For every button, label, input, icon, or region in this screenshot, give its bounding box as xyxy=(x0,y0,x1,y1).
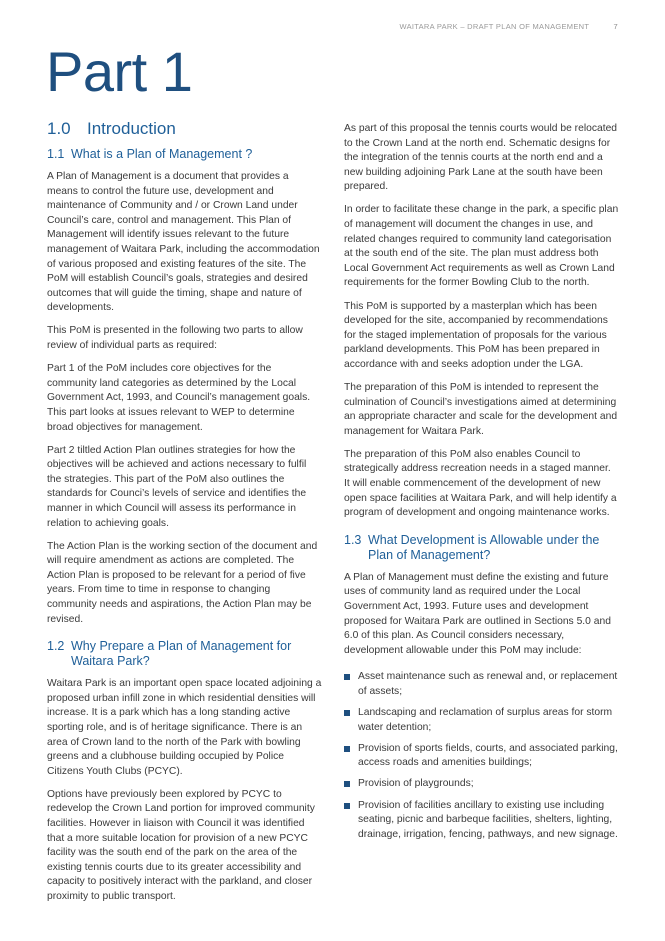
subsection-heading-1-3 xyxy=(344,533,619,563)
running-header xyxy=(399,22,618,31)
list-item-text: Provision of facilities ancillary to existing use including seating, picnic and barbeque facilities, shelters, lighting, drainage, irrigation, fencing, pathways, and new signage. xyxy=(358,799,618,840)
subsection-title: Why Prepare a Plan of Management for Waitara Park? xyxy=(71,639,292,669)
part-title: Part 1 xyxy=(46,40,193,103)
list-item-text: Provision of sports fields, courts, and associated parking, access roads and amenities buildings; xyxy=(358,742,618,769)
subsection-number: 1.3 xyxy=(344,532,362,547)
list-item-text: Provision of playgrounds; xyxy=(358,778,474,790)
list-item xyxy=(344,670,619,699)
paragraph: The preparation of this PoM also enables Council to strategically address recreation needs in a staged manner. It will enable commencement of the development of new open space facilities at Waitara Park, and will help identify a program of development and ongoing maintenance works. xyxy=(344,448,617,519)
paragraph: As part of this proposal the tennis courts would be relocated to the Crown Land at the north end. Schematic designs for the integration of the tennis courts at the north end and a new building adjoining Park Lane at the south have been prepared. xyxy=(344,123,618,193)
paragraph: A Plan of Management is a document that provides a means to control the future use, development and maintenance of Community and / or Crown Land under Council’s care, control and management. This Plan of Management will identify issues relevant to the future management of Waitara Park, including the accommodation of various proposed and existing features of the site. The PoM will establish Council’s goals, strategies and desired outcomes that will guide the timing, shape and nature of developments. xyxy=(47,171,320,314)
paragraph: Waitara Park is an important open space located adjoining a proposed urban infill zone in which residential densities will increase. It is a park which has a long standing active sporting role, and is of heritage significance. There is an area of Crown land to the north of the Park with bowling greens and a clubhouse building occupied by Police Citizens Youth Clubs (PCYC). xyxy=(47,678,322,777)
square-bullet-icon xyxy=(344,781,350,787)
subsection-title: What is a Plan of Management ? xyxy=(71,147,253,161)
paragraph: A Plan of Management must define the existing and future uses of community land as required under the Local Government Act, 1993. Future uses and development proposed for Waitara Park are outlined in Sections 5.0 and 6.0 of this plan. As Council considers necessary, development allowable under this PoM may include: xyxy=(344,571,611,656)
square-bullet-icon xyxy=(344,710,350,716)
subsection-number: 1.1 xyxy=(47,147,65,161)
square-bullet-icon xyxy=(344,746,350,752)
subsection-heading-1-1 xyxy=(47,147,322,162)
section-number: 1.0 xyxy=(47,119,71,138)
running-title: WAITARA PARK – DRAFT PLAN OF MANAGEMENT xyxy=(399,22,590,31)
paragraph: Part 2 tiltled Action Plan outlines strategies for how the objectives will be achieved and actions necessary to fulfil the strategies. This part of the PoM also outlines the standards for Counci’s levels of service and identifies the manner in which Council will assess its performance in relation to achieving goals. xyxy=(47,444,307,529)
subsection-title: What Development is Allowable under the Plan of Management? xyxy=(368,532,600,562)
paragraph: The Action Plan is the working section of the document and will require amendment as actions are completed. The Action Plan is proposed to be relevant for a period of five years. From time to time in response to changing community needs and aspirations, the Action Plan may be revised. xyxy=(47,540,318,625)
subsection-heading-1-2 xyxy=(47,639,322,669)
paragraph: This PoM is presented in the following two parts to allow review of individual parts as required: xyxy=(47,325,303,352)
right-column xyxy=(344,122,619,849)
section-title: Introduction xyxy=(87,119,176,138)
paragraph: The preparation of this PoM is intended to represent the culmination of Council’s investigations aimed at determining an appropriate character and scale for the development and management for Waitara Park. xyxy=(344,382,618,437)
section-heading-introduction xyxy=(47,118,322,140)
square-bullet-icon xyxy=(344,803,350,809)
list-item xyxy=(344,799,619,843)
list-item-text: Landscaping and reclamation of surplus areas for storm water detention; xyxy=(358,707,613,733)
bullet-list xyxy=(344,670,619,842)
square-bullet-icon xyxy=(344,674,350,680)
left-column xyxy=(47,118,322,913)
list-item xyxy=(344,777,619,792)
subsection-number: 1.2 xyxy=(47,639,65,654)
paragraph: Part 1 of the PoM includes core objectives for the community land categories as determined by the Local Government Act, 1993, and Council’s management goals. This part looks at issues relevant to WEP to determine broad objectives for management. xyxy=(47,363,311,433)
page-number: 7 xyxy=(613,22,618,31)
paragraph: Options have previously been explored by PCYC to redevelop the Crown Land portion for improved community facilities. However in liaison with Council it was identified that a more suitable location for provision of a new PCYC facility was the south end of the park on the area of the existing tennis courts due to its greater accessibility and capacity to positively interact with the parkland, and closer proximity to public transport. xyxy=(47,788,315,903)
list-item xyxy=(344,742,619,771)
list-item xyxy=(344,706,619,735)
list-item-text: Asset maintenance such as renewal and, or replacement of assets; xyxy=(358,671,618,697)
paragraph: In order to facilitate these change in the park, a specific plan of management will document the changes in use, and related changes required to community land categorisation at the south end of the site. The plan must address both Local Government Act requirements as well as Crown Land requirements for the former Bowling Club to the north. xyxy=(344,204,619,289)
paragraph: This PoM is supported by a masterplan which has been developed for the site, accompanied by recommendations for the staged implementation of proposals for the various parkland developments. This PoM has been prepared in accordance with and seeks adoption under the LGA. xyxy=(344,300,608,370)
